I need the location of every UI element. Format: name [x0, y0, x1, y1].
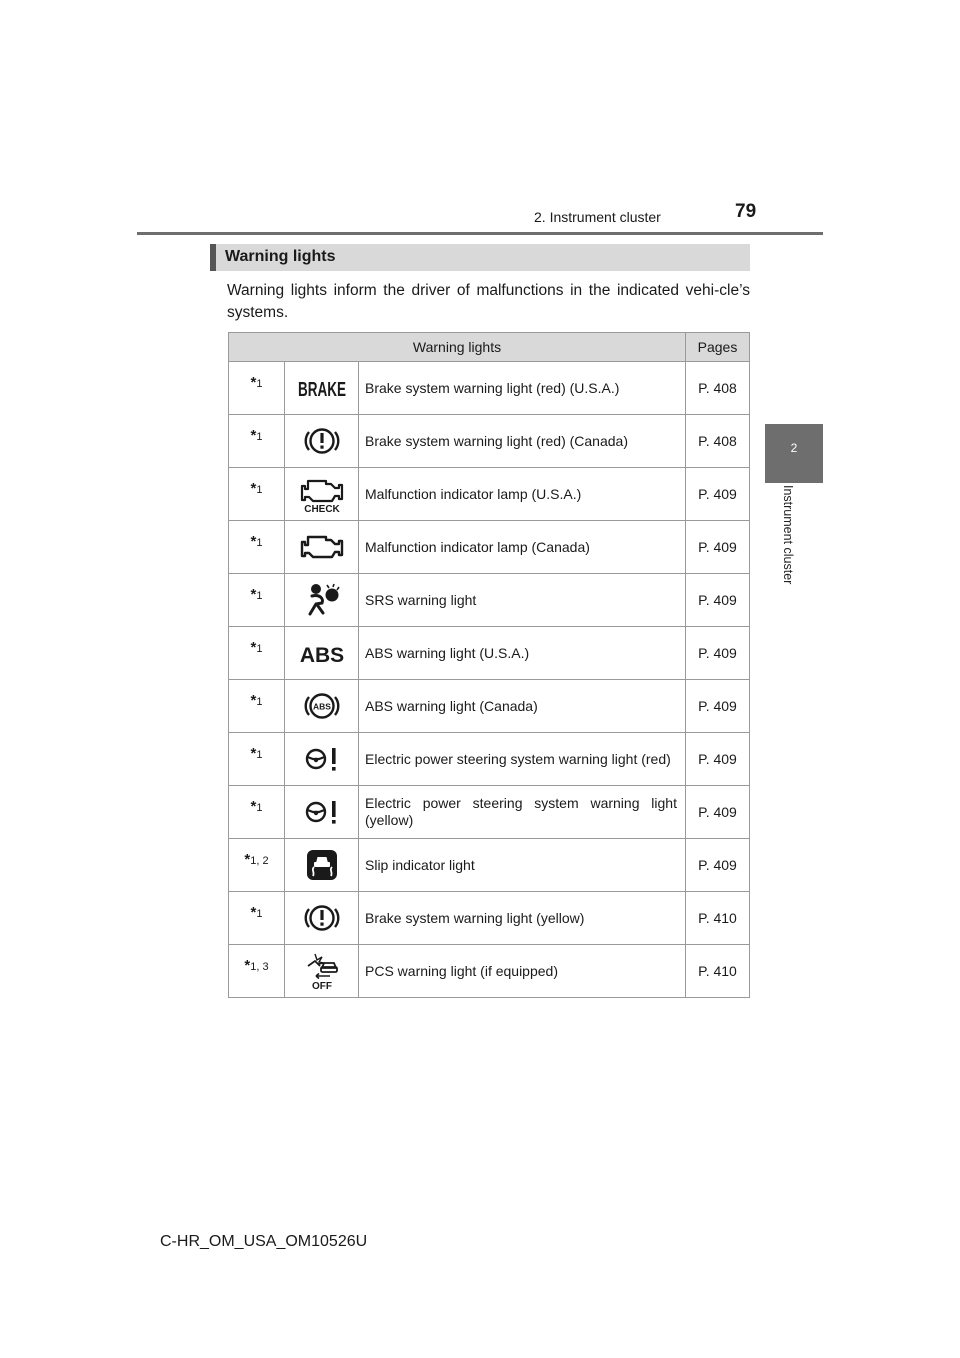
table-row — [229, 839, 750, 892]
asterisk: * — [250, 903, 257, 921]
footnote-number: 1 — [256, 801, 263, 814]
light-description: Brake system warning light (red) (U.S.A.) — [359, 362, 686, 415]
footnote-mark — [251, 374, 263, 391]
page-reference: P. 409 — [686, 574, 750, 627]
brake-circle-exclamation-icon — [285, 892, 359, 945]
table-row — [229, 786, 750, 839]
footnote-mark — [244, 851, 268, 868]
footnote-cell — [229, 945, 285, 998]
page-reference: P. 409 — [686, 680, 750, 733]
page-reference: P. 408 — [686, 362, 750, 415]
asterisk: * — [250, 373, 257, 391]
page-reference: P. 409 — [686, 733, 750, 786]
light-description: ABS warning light (Canada) — [359, 680, 686, 733]
footnote-mark — [251, 586, 263, 603]
light-description: Malfunction indicator lamp (U.S.A.) — [359, 468, 686, 521]
footnote-number: 1 — [256, 589, 263, 602]
footnote-number: 1 — [256, 748, 263, 761]
light-description: Malfunction indicator lamp (Canada) — [359, 521, 686, 574]
brake-text-icon — [285, 362, 359, 415]
asterisk: * — [244, 850, 251, 868]
abs-text-icon — [285, 627, 359, 680]
footnote-number: 1 — [256, 536, 263, 549]
document-code: C-HR_OM_USA_OM10526U — [160, 1233, 368, 1250]
footnote-mark — [251, 639, 263, 656]
table-row — [229, 468, 750, 521]
header-pages: Pages — [686, 333, 750, 362]
asterisk: * — [250, 744, 257, 762]
table-row — [229, 945, 750, 998]
table-row — [229, 362, 750, 415]
icon-text: BRAKE — [297, 379, 346, 401]
footnote-cell — [229, 680, 285, 733]
light-description: Slip indicator light — [359, 839, 686, 892]
steering-exclamation-icon — [285, 786, 359, 839]
page-reference: P. 409 — [686, 786, 750, 839]
table-header-row — [229, 333, 750, 362]
abs-circle-icon — [285, 680, 359, 733]
header-divider — [137, 232, 823, 235]
header-warning-lights: Warning lights — [229, 333, 686, 362]
asterisk: * — [250, 691, 257, 709]
page-number: 79 — [735, 201, 757, 222]
table-row — [229, 680, 750, 733]
light-description: Electric power steering system warning light (yellow) — [359, 786, 686, 839]
light-description: Electric power steering system warning light (red) — [359, 733, 686, 786]
footnote-cell — [229, 786, 285, 839]
table-row — [229, 892, 750, 945]
footnote-cell — [229, 892, 285, 945]
footnote-cell — [229, 362, 285, 415]
light-description: Brake system warning light (red) (Canada) — [359, 415, 686, 468]
footnote-mark — [251, 745, 263, 762]
light-description: ABS warning light (U.S.A.) — [359, 627, 686, 680]
footnote-mark — [251, 427, 263, 444]
footnote-cell — [229, 839, 285, 892]
footnote-cell — [229, 733, 285, 786]
footnote-mark — [251, 533, 263, 550]
footnote-number: 1 — [256, 642, 263, 655]
footnote-number: 1 — [256, 907, 263, 920]
light-description: SRS warning light — [359, 574, 686, 627]
icon-text: OFF — [311, 981, 332, 992]
chapter-tab-label: Instrument cluster — [781, 485, 795, 585]
footnote-mark — [251, 480, 263, 497]
chapter-tab-number: 2 — [790, 441, 798, 455]
footnote-number: 1, 3 — [250, 960, 269, 973]
intro-paragraph: Warning lights inform the driver of malfunctions in the indicated vehi-cle’s systems. — [227, 282, 750, 321]
footnote-cell — [229, 415, 285, 468]
engine-icon — [285, 521, 359, 574]
page-reference: P. 409 — [686, 521, 750, 574]
footnote-mark — [244, 957, 268, 974]
table-row — [229, 415, 750, 468]
page-reference: P. 409 — [686, 468, 750, 521]
asterisk: * — [244, 956, 251, 974]
asterisk: * — [250, 797, 257, 815]
footnote-number: 1 — [256, 430, 263, 443]
footnote-cell — [229, 521, 285, 574]
footnote-number: 1, 2 — [250, 854, 269, 867]
asterisk: * — [250, 479, 257, 497]
footnote-number: 1 — [256, 377, 263, 390]
running-header-section: 2. Instrument cluster — [534, 209, 661, 225]
icon-text: ABS — [299, 644, 344, 667]
table-row — [229, 627, 750, 680]
footnote-number: 1 — [256, 483, 263, 496]
section-heading-text: Warning lights — [225, 248, 336, 265]
slip-indicator-icon — [285, 839, 359, 892]
steering-exclamation-icon — [285, 733, 359, 786]
footnote-mark — [251, 798, 263, 815]
footnote-number: 1 — [256, 695, 263, 708]
page-reference: P. 409 — [686, 839, 750, 892]
asterisk: * — [250, 532, 257, 550]
footnote-mark — [251, 904, 263, 921]
pcs-off-icon — [285, 945, 359, 998]
engine-check-icon — [285, 468, 359, 521]
page-reference: P. 408 — [686, 415, 750, 468]
footnote-mark — [251, 692, 263, 709]
asterisk: * — [250, 638, 257, 656]
table-row — [229, 733, 750, 786]
warning-lights-table — [228, 332, 750, 998]
table-row — [229, 574, 750, 627]
light-description: PCS warning light (if equipped) — [359, 945, 686, 998]
icon-text: ABS — [312, 701, 331, 712]
brake-circle-exclamation-icon — [285, 415, 359, 468]
heading-accent-bar — [210, 244, 216, 271]
page-reference: P. 410 — [686, 945, 750, 998]
section-heading — [210, 244, 750, 271]
footnote-cell — [229, 627, 285, 680]
light-description: Brake system warning light (yellow) — [359, 892, 686, 945]
table-row — [229, 521, 750, 574]
footnote-cell — [229, 468, 285, 521]
icon-text: CHECK — [303, 504, 340, 515]
asterisk: * — [250, 585, 257, 603]
airbag-icon — [285, 574, 359, 627]
footnote-cell — [229, 574, 285, 627]
page-reference: P. 410 — [686, 892, 750, 945]
asterisk: * — [250, 426, 257, 444]
page-reference: P. 409 — [686, 627, 750, 680]
